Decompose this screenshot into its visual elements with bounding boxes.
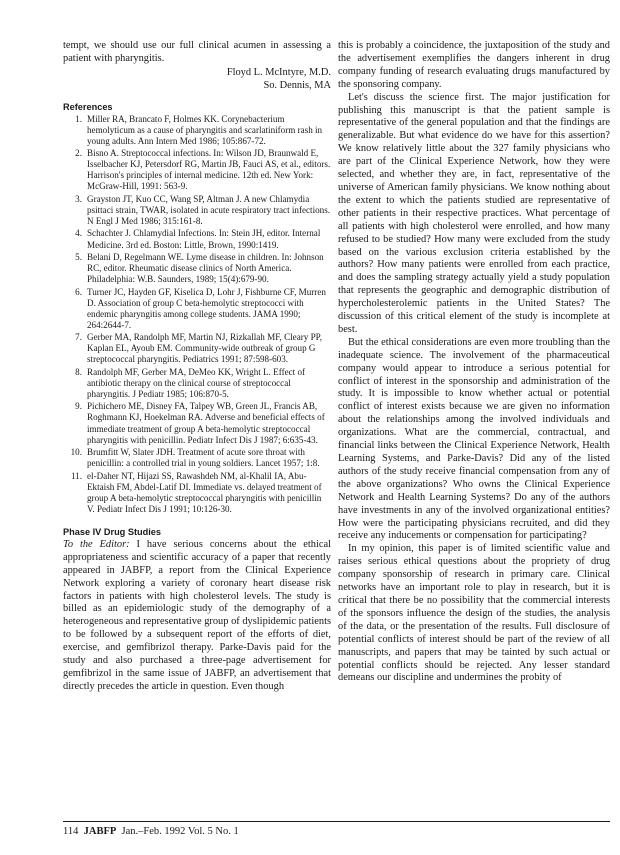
reference-number: 9.	[75, 401, 82, 412]
reference-item	[63, 367, 331, 400]
reference-number: 7.	[75, 332, 82, 343]
reference-number: 8.	[75, 366, 82, 377]
reference-item	[63, 287, 331, 331]
page-number: 114	[63, 826, 79, 837]
issue-info: Jan.–Feb. 1992 Vol. 5 No. 1	[121, 826, 239, 837]
section-heading-phase-iv: Phase IV Drug Studies	[63, 526, 162, 537]
signature-name: Floyd L. McIntyre, M.D.	[226, 66, 331, 78]
reference-item	[63, 114, 331, 147]
right-column	[338, 40, 610, 685]
body-paragraph: this is probably a coincidence, the juxtaposition of the study and the advertisement exemplifies the dangers inherent in drug company funding of research evaluating drugs manufactured by the sponsoring company.	[338, 40, 610, 90]
journal-name: JABFP	[83, 826, 117, 837]
reference-text: Grayston JT, Kuo CC, Wang SP, Altman J. A new Chlamydia psittaci strain, TWAR, isolated in acute respiratory tract infections. N Engl J Med 1986; 315:161-8.	[87, 193, 331, 227]
body-paragraph: Let's discuss the science first. The major justification for publishing this manuscript is that the patient sample is representative of the general population and that the findings are generalizable. But what evidence do we have for this assertion? We know relatively little about the 327 family physicians who are part of the Clinical Experience Network, how they were selected, and whether they are, in fact, representative of the universe of American family physicians. We know nothing about the extent to which the patients studied are representative of other patients in their respective practices. What percentage of all patients with high cholesterol were enrolled, and how many refused to be studied? How many were excluded from the study based on the various exclusion criteria established by the authors? How many patients were enrolled from each practice, and does the sampling strategy actually yield a study population that represents the geographic and demographic distribution of hypercholesterolemic patients in the United States? The discussion of this critical element of the study is incomplete at best.	[338, 91, 610, 335]
reference-number: 4.	[75, 228, 82, 239]
reference-text: el-Daher NT, Hijazi SS, Rawashdeh NM, al-Khalil IA, Abu-Ektaish FM, Abdel-Latif DI. Immediate vs. delayed treatment of group A beta-hemolytic streptococcal pharyngitis with penicillin V. Pediatr Infect Dis J 1991; 10:126-30.	[87, 470, 322, 514]
reference-item	[63, 194, 331, 227]
page-footer	[63, 825, 239, 838]
reference-number: 3.	[75, 193, 82, 204]
reference-item	[63, 447, 331, 469]
reference-text: Randolph MF, Gerber MA, DeMeo KK, Wright L. Effect of antibiotic therapy on the clinical course of streptococcal pharyngitis. J Pediatr 1985; 106:870-5.	[87, 366, 306, 399]
reference-number: 10.	[70, 447, 82, 458]
reference-number: 2.	[75, 148, 82, 159]
reference-item	[63, 148, 331, 192]
reference-number: 11.	[70, 470, 82, 481]
reference-text: Belani D, Regelmann WE. Lyme disease in children. In: Johnson RC, editor. Rheumatic disease clinics of North America. Philadelphia: W.B. Saunders, 1989; 15(4):679-90.	[87, 251, 324, 285]
letter-intro-text: I have serious concerns about the ethical appropriateness and scientific accuracy of a paper that recently appeared in JABFP, a report from the Clinical Experience Network exploring a variety of coronary heart disease risk factors in patients with high cholesterol levels. The study is billed as an epidemiologic study of the demography of a heterogeneous and representative group of dyslipidemic patients to be followed by a subsequent report of the efforts of diet, exercise, and gemfibrizol therapy. Parke-Davis paid for the study and also purchased a three-page advertisement for gemfibrizol in the same issue of JABFP, an advertisement that directly precedes the article in question. Even though	[63, 538, 331, 692]
letter-body-intro	[63, 539, 331, 694]
reference-number: 5.	[75, 251, 82, 262]
footer-rule	[63, 821, 610, 822]
reference-item	[63, 401, 331, 445]
references-list	[63, 114, 331, 515]
reference-number: 6.	[75, 286, 82, 297]
reference-item	[63, 332, 331, 365]
body-paragraph: But the ethical considerations are even more troubling than the inadequate science. The involvement of the pharmaceutical company would appear to introduce a serious potential for conflict of interest in the sponsorship and administration of the study. It is impossible to know whether actual or potential conflict of interest exists because we are given no information about the relationships among the involved individuals and organizations. What are the commercial, contractual, and financial links between the Clinical Experience Network, Health Learning Systems, and Parke-Davis? Did any of the listed authors of the study receive financial compensation from any of the above organizations? Who owns the Clinical Experience Network and Health Learning Systems? Do any of the authors have investments in any of the involved organizational entities? How were the participating physicians recruited, and did they receive any inducements or compensation for participating?	[338, 336, 610, 542]
reference-number: 1.	[75, 113, 82, 124]
reference-text: Brumfitt W, Slater JDH. Treatment of acute sore throat with penicillin: a controlled trial in young soldiers. Lancet 1957; 1:8.	[87, 447, 320, 469]
references-heading: References	[63, 101, 113, 112]
left-column	[63, 40, 331, 694]
reference-text: Miller RA, Brancato F, Holmes KK. Corynebacterium hemolyticum as a cause of pharyngitis and scarlatiniform rash in young adults. Ann Intern Med 1986; 105:867-72.	[87, 113, 323, 146]
reference-text: Pichichero ME, Disney FA, Talpey WB, Green JL, Francis AB, Roghmann KJ, Hoekelman RA. Adverse and beneficial effects of immediate treatment of group A beta-hemolytic streptococcal pharyngitis with penicillin. Pediatr Infect Dis J 1987; 6:635-43.	[87, 401, 325, 445]
reference-text: Bisno A. Streptococcal infections. In: Wilson JD, Braunwald E, Isselbacher KJ, Petersdorf RG, Martin JB, Fauci AS, et al., editors. Harrison's principles of internal medicine. 12th ed. New York: McGraw-Hill, 1991: 563-9.	[87, 148, 331, 192]
body-paragraph: In my opinion, this paper is of limited scientific value and raises serious ethical questions about the propriety of drug company sponsorship of research in primary care. Clinical networks have an important role to play in research, but it is critical that there be no possibility that the commercial interests of the sponsors influence the design of the studies, the analysis of the data, or the presentation of the results. Full disclosure of potential conflicts of interest should be part of the review of all manuscripts, and papers that may be tainted by such actual or potential conflicts should be rejected. Any lesser standard demeans our discipline and undermines the probity of	[338, 543, 610, 684]
reference-text: Gerber MA, Randolph MF, Martin NJ, Rizkallah MF, Cleary PP, Kaplan EL, Ayoub EM. Community-wide outbreak of group G streptococcal pharyngitis. Pediatrics 1991; 87:598-603.	[87, 332, 322, 365]
salutation: To the Editor:	[63, 538, 130, 550]
reference-item	[63, 252, 331, 285]
reference-text: Schachter J. Chlamydial Infections. In: Stein JH, editor. Internal Medicine. 3rd ed. Boston: Little, Brown, 1990:1419.	[87, 228, 321, 250]
reference-item	[63, 471, 331, 515]
reference-text: Turner JC, Hayden GF, Kiselica D, Lohr J, Fishburne CF, Murren D. Association of group C beta-hemolytic streptococci with endemic pharyngitis among college students. JAMA 1990; 264:2644-7.	[87, 286, 326, 330]
letter-closing-text: tempt, we should use our full clinical acumen in assessing a patient with pharyngitis.	[63, 40, 331, 64]
reference-item	[63, 228, 331, 250]
signature-location: So. Dennis, MA	[263, 79, 331, 91]
